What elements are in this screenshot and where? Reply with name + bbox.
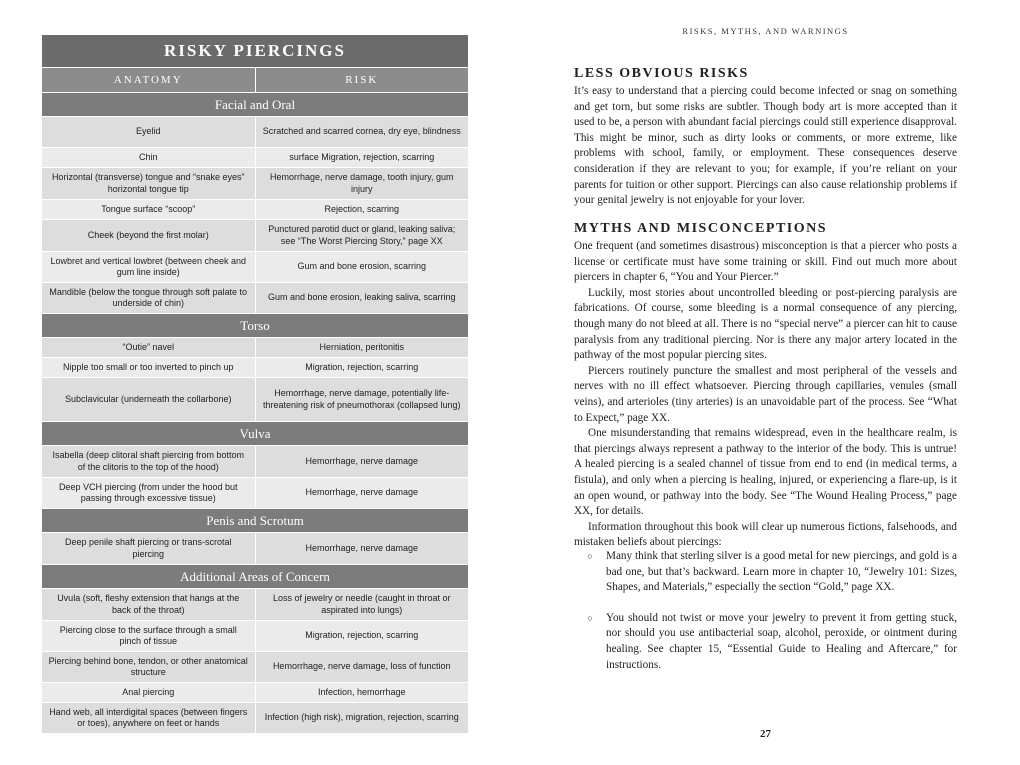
anatomy-cell: Chin [42, 148, 256, 167]
risk-cell: Hemorrhage, nerve damage [305, 487, 419, 498]
anatomy-cell: Anal piercing [42, 683, 256, 702]
anatomy-cell: Deep VCH piercing (from under the hood but passing through excessive tissue) [42, 478, 256, 508]
paragraph: Information throughout this book will clear up numerous fictions, falsehoods, and mistaken beliefs about piercings: [574, 520, 957, 549]
risky-piercings-table [42, 35, 468, 733]
paragraph: One misunderstanding that remains widespread, even in the healthcare realm, is that piercings always represent a pathway to the interior of the body. This is untrue! A healed piercing is a sealed channel of tissue from end to end (in medical terms, a fistula), and only when a piercing is healing, injured, or experiencing a flare-up, is it an open wound, or pathway into the body. See “The Wound Healing Process,” page XX, for details. [574, 427, 957, 518]
risk-cell: Gum and bone erosion, leaking saliva, scarring [267, 292, 456, 303]
table-row [42, 588, 468, 620]
table-row [42, 357, 468, 377]
running-head: RISKS, MYTHS, AND WARNINGS [682, 26, 849, 36]
section-header-facial-oral: Facial and Oral [42, 92, 468, 116]
risk-cell: Hemorrhage, nerve damage [305, 455, 419, 466]
table-row [42, 477, 468, 508]
risk-cell: surface Migration, rejection, scarring [289, 151, 435, 162]
anatomy-cell: Deep penile shaft piercing or trans-scrotal piercing [42, 533, 256, 564]
anatomy-cell: Horizontal (transverse) tongue and “snake eyes” horizontal tongue tip [42, 168, 256, 199]
bullet-circle-icon: ○ [587, 551, 593, 561]
risk-cell: Punctured parotid duct or gland, leaking saliva; see “The Worst Piercing Story,” page XX [268, 224, 456, 246]
myths-body [574, 239, 957, 551]
anatomy-cell: Lowbret and vertical lowbret (between cheek and gum line inside) [42, 252, 256, 282]
column-header-risk: RISK [345, 74, 379, 86]
table-header-row [42, 67, 468, 92]
risk-cell: Hemorrhage, nerve damage, loss of function [272, 661, 451, 672]
table-row [42, 532, 468, 564]
risk-cell: Hemorrhage, nerve damage, potentially life-threatening risk of pneumothorax (collapsed lung) [262, 388, 461, 410]
anatomy-cell: Piercing behind bone, tendon, or other anatomical structure [42, 652, 256, 682]
anatomy-cell: Cheek (beyond the first molar) [42, 220, 256, 251]
table-row [42, 620, 468, 651]
bullet-circle-icon: ○ [587, 612, 593, 623]
table-row [42, 219, 468, 251]
risk-cell: Infection (high risk), migration, rejection, scarring [264, 712, 459, 723]
heading-less-obvious-risks: LESS OBVIOUS RISKS [574, 66, 749, 81]
anatomy-cell: Subclavicular (underneath the collarbone) [42, 378, 256, 421]
risk-cell: Migration, rejection, scarring [305, 630, 419, 641]
table-row [42, 377, 468, 421]
heading-myths-misconceptions: MYTHS AND MISCONCEPTIONS [574, 221, 828, 236]
bullet-text: You should not twist or move your jewelry to prevent it from getting stuck, nor should you use antibacterial soap, alcohol, peroxide, or ointment during healing. See chapter 15, “Essential Guide to Healing and Aftercare,” for instructions. [606, 611, 957, 671]
anatomy-cell: Tongue surface “scoop” [42, 200, 256, 219]
anatomy-cell: Isabella (deep clitoral shaft piercing from bottom of the clitoris to the top of the hood) [42, 446, 256, 477]
anatomy-cell: Nipple too small or too inverted to pinch up [42, 358, 256, 377]
risk-cell: Loss of jewelry or needle (caught in throat or aspirated into lungs) [272, 593, 451, 615]
bullet-list [574, 549, 957, 673]
anatomy-cell: Piercing close to the surface through a small pinch of tissue [42, 621, 256, 651]
risk-cell: Hemorrhage, nerve damage [305, 542, 419, 553]
risk-cell: Hemorrhage, nerve damage, tooth injury, gum injury [270, 172, 454, 194]
table-row [42, 651, 468, 682]
risk-cell: Herniation, peritonitis [319, 341, 405, 352]
table-row [42, 702, 468, 733]
table-title: RISKY PIERCINGS [42, 35, 468, 67]
anatomy-cell: “Outie” navel [42, 338, 256, 357]
column-header-anatomy: ANATOMY [42, 68, 256, 92]
table-row [42, 251, 468, 282]
page-number: 27 [760, 728, 771, 740]
paragraph: Luckily, most stories about uncontrolled bleeding or post-piercing paralysis are fabrications. Of course, some bleeding is a normal consequence of any piercing, though many do not bleed at all. There is no “special nerve” a piercer can hit to cause paralysis from any traditional piercing. Nor is there any major artery located in the pathway of the most popular piercing sites. [574, 286, 957, 362]
paragraph: It’s easy to understand that a piercing could become infected or snag on something and get torn, but some risks are subtler. Though body art is more accepted than it used to be, a person with abundant facial piercings could still experience disapproval. This might be minor, such as dirty looks or comments, or more extreme, like problems with school, family, or employment. These consequences deserve consideration if they are relevant to you; for example, if you’re reliant on your parents for tuition or other support. Piercings can also cause relationship problems if your genital jewelry is not enjoyable for your lover. [574, 85, 957, 207]
table-row [42, 282, 468, 313]
section-header-torso: Torso [42, 313, 468, 337]
risk-cell: Gum and bone erosion, scarring [297, 261, 427, 272]
risk-cell: Rejection, scarring [324, 203, 400, 214]
anatomy-cell: Uvula (soft, fleshy extension that hangs at the back of the throat) [42, 589, 256, 620]
table-row [42, 337, 468, 357]
table-row [42, 147, 468, 167]
risk-cell: Migration, rejection, scarring [305, 361, 419, 372]
risk-cell: Infection, hemorrhage [317, 686, 406, 697]
paragraph: Piercers routinely puncture the smallest and most peripheral of the vessels and nerves with no ill effect whatsoever. Piercing through capillaries, venules (small veins), and arterioles (tiny arteries) is an unavoidable part of the process. See “What to Expect,” page XX. [574, 364, 957, 424]
table-row [42, 445, 468, 477]
risk-cell: Scratched and scarred cornea, dry eye, blindness [262, 126, 461, 137]
table-row [42, 682, 468, 702]
list-item [574, 611, 957, 673]
anatomy-cell: Eyelid [42, 117, 256, 147]
table-row [42, 199, 468, 219]
paragraph: One frequent (and sometimes disastrous) misconception is that a piercer who posts a license or certificate must have some training or skill. Find out much more about piercers in chapter 6, “You and Your Piercer.” [574, 240, 957, 284]
anatomy-cell: Hand web, all interdigital spaces (between fingers or toes), anywhere on feet or hands [42, 703, 256, 733]
section-header-vulva: Vulva [42, 421, 468, 445]
table-row [42, 167, 468, 199]
less-obvious-risks-body [574, 84, 957, 209]
list-item [574, 549, 957, 596]
section-header-penis-scrotum: Penis and Scrotum [42, 508, 468, 532]
table-row [42, 116, 468, 147]
bullet-text: Many think that sterling silver is a good metal for new piercings, and gold is a bad one, but that’s backward. Learn more in chapter 10, “Jewelry 101: Sizes, Shapes, and Materials,” especially the section “Gold,” page XX. [606, 550, 957, 594]
section-header-additional: Additional Areas of Concern [42, 564, 468, 588]
anatomy-cell: Mandible (below the tongue through soft palate to underside of chin) [42, 283, 256, 313]
